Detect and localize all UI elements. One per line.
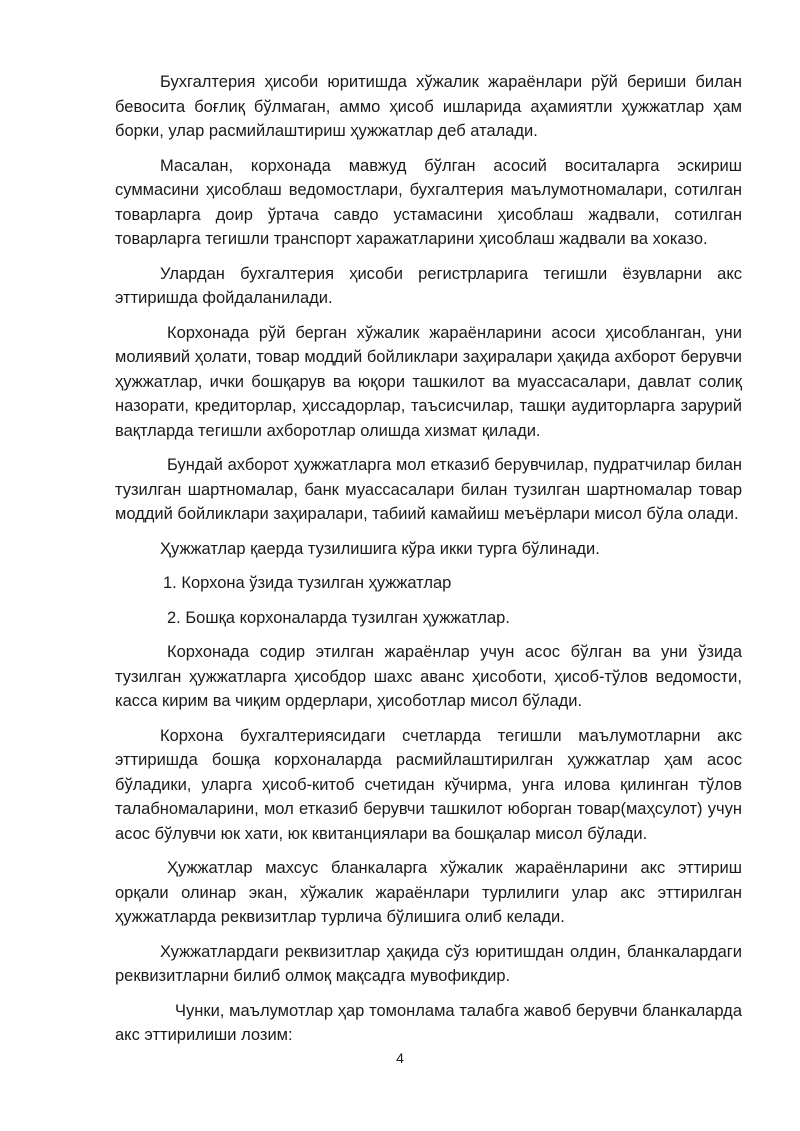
- list-item-2: 2. Бошқа корхоналарда тузилган ҳужжатлар.: [167, 608, 510, 627]
- paragraph-4: Корхонада рўй берган хўжалик жараёнларини асоси ҳисобланган, уни молиявий ҳолати, товар моддий бойликлари заҳиралари ҳақида ахборот берувчи ҳужжатлар, ички бошқарув ва юқори ташкилот ва муассасалари, давлат солиқ назорати, кредиторлар, ҳиссадорлар, таъсисчилар, ташқи аудиторларга зарурий вақтларда тегишли ахборотлар олишда хизмат қилади.: [115, 323, 742, 440]
- paragraph-9: Ҳужжатлар махсус бланкаларга хўжалик жараёнларини акс эттириш орқали олинар экан, хўжалик жараёнлари турлилиги улар акс эттирилган ҳужжатларда реквизитлар турлича бўлишига олиб келади.: [115, 859, 742, 926]
- paragraph-11: Чунки, маълумотлар ҳар томонлама талабга жавоб берувчи бланкаларда акс эттирилиши лозим:: [115, 1001, 742, 1044]
- paragraph-6: Ҳужжатлар қаерда тузилишига кўра икки турга бўлинади.: [160, 539, 600, 558]
- list-item-1: 1. Корхона ўзида тузилган ҳужжатлар: [163, 574, 452, 592]
- paragraph-10: Хужжатлардаги реквизитлар ҳақида сўз юритишдан олдин, бланкалардаги реквизитларни билиб олмоқ мақсадга мувофикдир.: [115, 942, 742, 985]
- paragraph-2: Масалан, корхонада мавжуд бўлган асосий воситаларга эскириш суммасини ҳисоблаш ведомостлари, бухгалтерия маълумотномалари, сотилган товарларга доир ўртача савдо устамасини ҳисоблаш жадвали, сотилган товарларга тегишли транспорт харажатларини ҳисоблаш жадвали ва хоказо.: [115, 156, 742, 248]
- paragraph-8: Корхона бухгалтериясидаги счетларда тегишли маълумотларни акс эттиришда бошқа корхоналарда расмийлаштирилган ҳужжатлар ҳам асос бўладики, уларга ҳисоб-китоб счетидан кўчирма, унга илова қилинган тўлов талабномаларини, мол етказиб берувчи ташкилот юборган товар(маҳсулот) учун асос бўлувчи юк хати, юк квитанциялари ва бошқалар мисол бўлади.: [115, 726, 742, 843]
- document-body: [115, 70, 742, 1058]
- paragraph-3: Улардан бухгалтерия ҳисоби регистрларига тегишли ёзувларни акс эттиришда фойдаланилади.: [115, 264, 742, 307]
- paragraph-7: Корхонада содир этилган жараёнлар учун асос бўлган ва уни ўзида тузилган ҳужжатларга ҳисобдор шахс аванс ҳисоботи, ҳисоб-тўлов ведомости, касса кирим ва чиқим ордерлари, ҳисоботлар мисол бўлади.: [115, 643, 742, 710]
- page-number: 4: [396, 1050, 404, 1066]
- paragraph-1: Бухгалтерия ҳисоби юритишда хўжалик жараёнлари рўй бериши билан бевосита боғлиқ бўлмаган, аммо ҳисоб ишларида аҳамиятли ҳужжатлар ҳам борки, улар расмийлаштириш ҳужжатлар деб аталади.: [115, 73, 742, 140]
- paragraph-5: Бундай ахборот ҳужжатларга мол етказиб берувчилар, пудратчилар билан тузилган шартномалар, банк муассасалари билан тузилган шартномалар товар моддий бойликлари заҳиралари, табиий камайиш меъёрлари мисол бўла олади.: [115, 456, 742, 523]
